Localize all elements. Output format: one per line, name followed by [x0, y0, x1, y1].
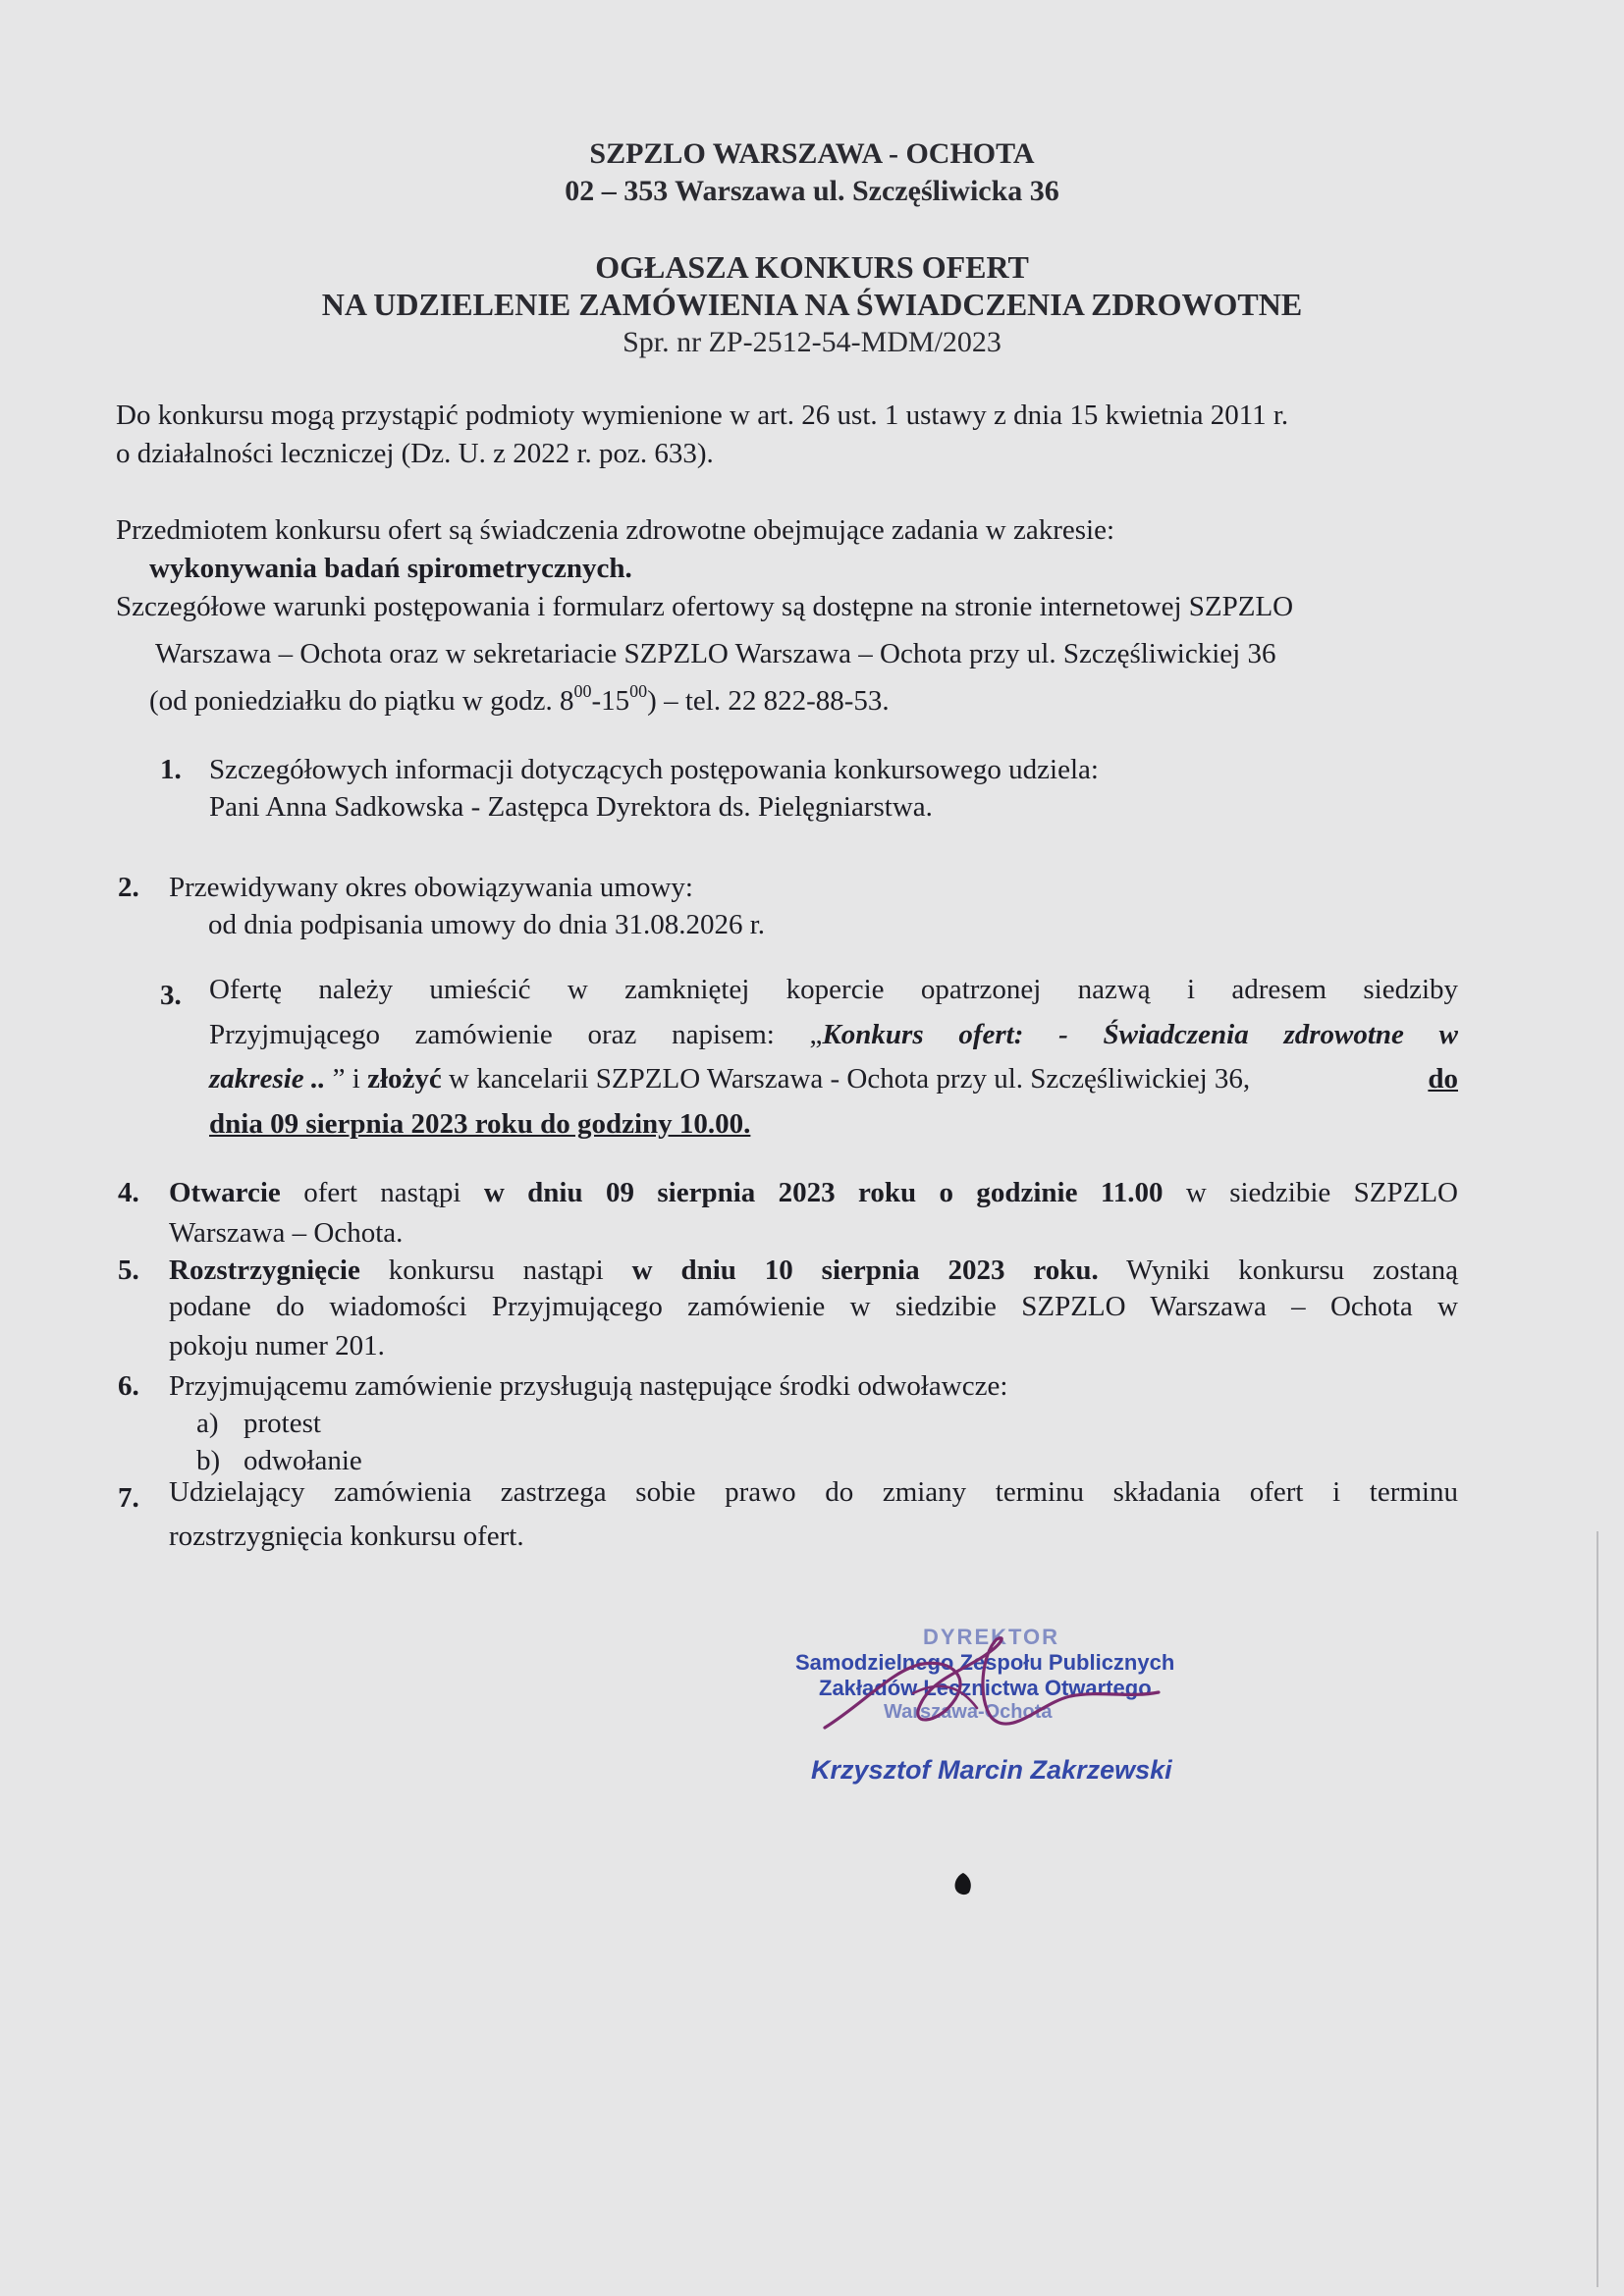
- item-3-number: 3.: [160, 980, 182, 1011]
- item-5-line-3: pokoju numer 201.: [169, 1330, 385, 1362]
- scan-edge-line: [1597, 1531, 1598, 2287]
- item-5-number: 5.: [118, 1255, 139, 1286]
- item-4-line-2: Warszawa – Ochota.: [169, 1217, 404, 1249]
- org-address: 02 – 353 Warszawa ul. Szczęśliwicka 36: [565, 175, 1059, 207]
- item-5-line-2: podane do wiadomości Przyjmującego zamówienie w siedzibie SZPZLO Warszawa – Ochota w: [169, 1291, 1458, 1322]
- item-2-line-2: od dnia podpisania umowy do dnia 31.08.2026 r.: [208, 909, 766, 940]
- stamp-name: Krzysztof Marcin Zakrzewski: [811, 1755, 1172, 1785]
- item-5-line-1: Rozstrzygnięcie konkursu nastąpi w dniu 10 sierpnia 2023 roku. Wyniki konkursu zostaną: [169, 1255, 1459, 1286]
- handwritten-signature: [805, 1610, 1218, 1757]
- ink-blot: [952, 1871, 974, 1896]
- subject-line-3: Szczegółowe warunki postępowania i formularz ofertowy są dostępne na stronie internetowej SZPZLO: [116, 591, 1294, 622]
- item-3-line-3: zakresie .. ” i złożyć w kancelarii SZPZLO Warszawa - Ochota przy ul. Szczęśliwickiej 36, do: [209, 1063, 1458, 1095]
- item-6-option-b: odwołanie: [244, 1445, 362, 1476]
- item-1-line-1: Szczegółowych informacji dotyczących postępowania konkursowego udziela:: [209, 754, 1099, 785]
- item-1-line-2: Pani Anna Sadkowska - Zastępca Dyrektora ds. Pielęgniarstwa.: [209, 791, 933, 823]
- case-number: Spr. nr ZP-2512-54-MDM/2023: [623, 326, 1001, 358]
- item-6-option-a-marker: a): [196, 1408, 219, 1439]
- item-7-line-2: rozstrzygnięcia konkursu ofert.: [169, 1521, 524, 1552]
- item-3-line-1: Ofertę należy umieścić w zamkniętej kopercie opatrzonej nazwą i adresem siedziby: [209, 974, 1458, 1005]
- item-6-number: 6.: [118, 1370, 139, 1402]
- subject-line-1: Przedmiotem konkursu ofert są świadczenia zdrowotne obejmujące zadania w zakresie:: [116, 514, 1115, 546]
- announcement-subtitle: NA UDZIELENIE ZAMÓWIENIA NA ŚWIADCZENIA ZDROWOTNE: [321, 287, 1303, 322]
- item-3-line-2: Przyjmującego zamówienie oraz napisem: „Konkurs ofert: - Świadczenia zdrowotne w: [209, 1019, 1458, 1050]
- item-7-line-1: Udzielający zamówienia zastrzega sobie prawo do zmiany terminu składania ofert i terminu: [169, 1476, 1458, 1508]
- item-6-line-1: Przyjmującemu zamówienie przysługują następujące środki odwoławcze:: [169, 1370, 1008, 1402]
- item-2-line-1: Przewidywany okres obowiązywania umowy:: [169, 872, 693, 903]
- item-4-number: 4.: [118, 1177, 139, 1208]
- org-name: SZPZLO WARSZAWA - OCHOTA: [589, 137, 1035, 170]
- subject-line-4: Warszawa – Ochota oraz w sekretariacie SZPZLO Warszawa – Ochota przy ul. Szczęśliwickiej 36: [155, 638, 1276, 669]
- item-3-deadline: dnia 09 sierpnia 2023 roku do godziny 10.00.: [209, 1108, 751, 1140]
- item-1-number: 1.: [160, 754, 182, 785]
- subject-line-5: (od poniedziałku do piątku w godz. $8^{00}-15^{00}$) – tel. 22 822-88-53.: [149, 681, 890, 717]
- item-4-line-1: Otwarcie ofert nastąpi w dniu 09 sierpnia 2023 roku o godzinie 11.00 w siedzibie SZPZLO: [169, 1177, 1459, 1208]
- item-2-number: 2.: [118, 872, 139, 903]
- intro-line-2: o działalności leczniczej (Dz. U. z 2022 r. poz. 633).: [116, 438, 714, 469]
- announcement-title: OGŁASZA KONKURS OFERT: [595, 249, 1029, 285]
- stamp-title: DYREKTOR: [923, 1625, 1060, 1649]
- item-6-option-b-marker: b): [196, 1445, 221, 1476]
- stamp-line-3: Zakładów Lecznictwa Otwartego: [819, 1676, 1152, 1700]
- stamp-line-2: Samodzielnego Zespołu Publicznych: [795, 1650, 1175, 1675]
- subject-scope: wykonywania badań spirometrycznych.: [149, 553, 632, 584]
- intro-line-1: Do konkursu mogą przystąpić podmioty wymienione w art. 26 ust. 1 ustawy z dnia 15 kwietnia 2011 r.: [116, 400, 1289, 431]
- item-7-number: 7.: [118, 1482, 139, 1514]
- stamp-line-4: Warszawa-Ochota: [884, 1701, 1053, 1723]
- item-6-option-a: protest: [244, 1408, 321, 1439]
